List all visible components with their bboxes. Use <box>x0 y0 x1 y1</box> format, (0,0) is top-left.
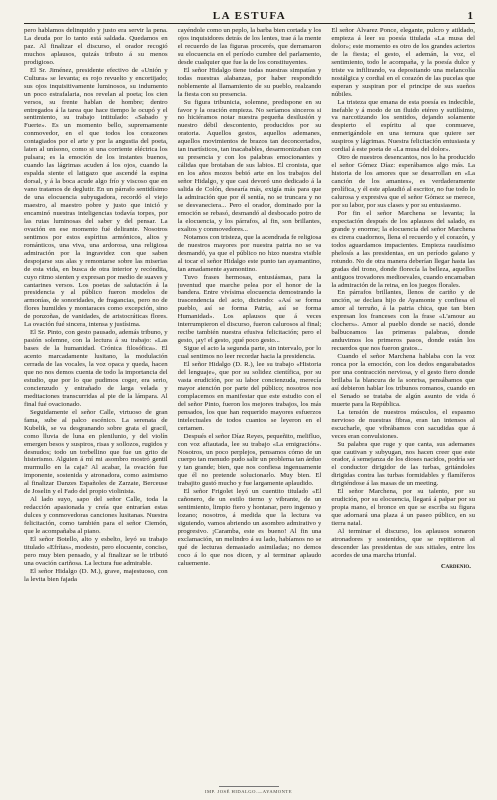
paragraph: El señor Álvarez Ponce, elegante, pulcro y atildado, empieza á leer su poesía titulada «La musa del dolor»; este momento es otro de los grandes aciertos de la fiesta; el gesto, el ademán, la voz, el sentimiento, todo le acompaña, y la poesía dulce y triste va infiltrando, va depositando una melancolía nostálgica y cordial en el corazón de las pucelas que esperan y suspiran por el principe de sus sueños núbiles. <box>331 27 475 98</box>
footer-rule <box>219 786 279 787</box>
paragraph: La tensión de nuestros músculos, el espasmo nervioso de nuestras fibras, eran tan intensos al escucharle, que vibrábamos con sacudidas que á veces eran convulsiones. <box>331 408 475 440</box>
paragraph: En párrafos brillantes, llenos de cariño y de unción, se declara hijo de Ayamonte y confiesa el amor al terruño, á la patria chica, que tan bien expresan los franceses con la frase «L'amour au clochers». Amor al pueblo donde se nació, donde balbuceamos las primeras palabras, donde anduvimos los primeros pasos, donde están los recuerdos que nos fueron gratos... <box>331 289 475 353</box>
article-columns <box>24 27 475 769</box>
author-signature: Cardenio. <box>440 562 471 570</box>
paragraph: Al lado suyo, sapo del señor Calle, toda la redacción apasionada y creía que entrarían estas dulces y conmovedoras canciones lusitanas. Nuestra felicitación, como también para el señor Ciemón, que le acompañaba al piano. <box>24 496 168 536</box>
paragraph: Por fin el señor Marchena se levanta; la expectación después de los aplausos del salado, es grande y enorme; la elocuencia del señor Marchena es cirera cuadornos, llena el recuerdo y el corazón, y todos aguardamos impacientes. Empieza raudísimo phelosís a las presidentas, en un período galano y rotundo. No de otra manera deberían llegar hasta las gradas del trono, donde florecía la belleza, aquellos antiguos trovadores medioevales, cuando encamaban la admiración de la reina, en los juegos florales. <box>331 209 475 289</box>
page-header <box>24 9 475 24</box>
paragraph: Seguidamente el señor Calle, virtuoso de gran fama, sube al palco escénico. La serenata de Kubelik, se va desgranando sobre grata el gracil, como lluvia de luna en plenilunio, y del violín emergen besos y suspiros, risas y sollozos, rugidos y desnudos; todo un torbellino que fue un grito de histerismo. Alguien á mí mi asombro mostró gentil murmullo en la caja? Al acabar, la ovación fue imponente, sostenida y atronadora, como asimismo al finalizar Danzes Españoles de Zarzate, Berceuse de Joselin y el Fado del propio violinista. <box>24 408 168 496</box>
paragraph: El Sr. Pinto, con gesto pausado, además tribuno, y pasión solemne, con la lectura á su trabajo: «Las bases de la humanidad. Crónica filosófica». El acento marcadamente lusitano, la modulación cerrada de las vocales, la voz opaca y queda, hacen que no nos demos cuenta de todo la importancia del estudio, que por lo que pudimos coger, era serio, concienzudo y entrañado de larga velada y meditaciones transcurridas al pie de la lámpara. Al final fué ovacionado. <box>24 329 168 408</box>
paragraph: La tristeza que emana de esta poesía es indecible, inefable y á modo de un fluido etéreo y sutilísimo, va narcotizando los sentidos, dejando solamente despierto el espíritu al que conmueve, enmerigándole en una ternura que quiere ser suspiros y lágrimas. Nuestra felicitación entusiasta y cordial á este poeta de «La musa del dolor». <box>331 98 475 154</box>
paragraph: Su palabra que ruge y que canta, sus ademanes que cautivan y subyugan, nos hacen creer que este orador, á semejanza de los dioses nacidos, podría ser el conductor dirigidor de las turbas, gritándoles dirigidas contra las turbas formidables y flamíferos dirigiéndose á las masas de un meeting. <box>331 440 475 488</box>
paragraph: El señor Marchena, por su talento, por su erudición, por su elocuencia, llegará á palpar por su propia mano, el bronce en que se escriba su figura que adornará una plaza á un paseo público, en su tierra natal. <box>331 488 475 528</box>
printer-imprint: IMP. JOSÉ HIDALGO.—AYAMONTE <box>204 789 293 794</box>
paragraph: Después el señor Díaz Reyes, pequeñito, melifluo, con voz afiautada, lee su trabajo «La emigración». Nosotros, un poco perplejos, pensamos cómo de un cuerpo tan menudo pudo salir un problema tan árduo y tan grande; bien, que nos confiesa ingenuamente que él no pretende solucionarlo. Muy bien. El trabajito gustó mucho y fue largamente aplaudido. <box>177 432 322 488</box>
column-2 <box>178 27 322 769</box>
paragraph: Cuando el señor Marchena hablaba con la voz ronca por la emoción, con los dedos engarabatados por una contracción nerviosa, y el gesto fiero donde brillaba la blancura de la sonrisa, pensábamos que así debieron hablar los tribunos romanos, cuando en el Senado se trataba de algún asunto de vida ó muerte para la República. <box>331 353 475 408</box>
paragraph: El señor Botello, alto y esbelto, leyó su trabajo titulado «Efrítas», modesto, pero elocuente, conciso, pero muy bien pensado, y al finalizar se le tributó una ovación cariñosa. La lectura fue admirable. <box>24 536 168 567</box>
paragraph: El señor Frigolet leyó un cuentito titulado «El cañonero, de un estilo tierno y vibrante, de un sentimiento, limpio fiero y hontanar, pero ingenuo y lozano; nosotros, á medida que la lectura va siguiendo, vamos abriendo un asombro admirativo y progresivo. ¡Caramba, este es bueno! Al fin una exclamación, un melindro á su lado, habíamos no se qué de lecturas demasiado asimiladas; no demos coco á lo que nos dicen, y al terminar aplaudo caluemente. <box>177 488 322 567</box>
paragraph: Su figura tribunicia, solemne, predispone en su favor y la oración empieza. No seríamos sinceros si no hiciéramos notar nuestra pequeña desilusión y nuestro débil descontento, producidos por su oratoria. Aquellos gestos, aquellos ademanes, aquellos movimientos de brazos tan deconcertados, tan inartísticos, tan inacabables, desarmonizaban con su presencia y con los palabras emocionantes y cálidas que brotaban de sus labios. El cronista, que en los años mozos bebió arte en los trabajos del señor Hidalgo, y que casi devoró uno dedicado á la salida de Colón, desearía más, exigía más para que la admiración que por él sentía, no se truncara y no se desvaneciera... Pero el orador, dominado por la emoción se rebasó, desmandó al desbocado potro de la elocuencia, y los párrafos, al fin, son brillantes, exaltos y conmovedores... <box>177 98 322 233</box>
paragraph: Al terminar el discurso, los aplausos sonaron atronadores y sostenidos, que se repitieron al descender las presidentas de sus sitiales, entre los acordes de una marcha triunfal. <box>331 528 475 559</box>
printer-footer <box>0 786 497 794</box>
page-number: 1 <box>467 10 473 22</box>
publication-title: LA ESTUFA <box>212 10 287 22</box>
paragraph: El señor Hidalgo tiene todas nuestras simpatías y todas nuestras alabanzas, por haber respondido noblemente al llamamiento de su pueblo, realzando la fiesta con su presencia. <box>177 66 322 98</box>
paragraph: El señor Hidalgo (D. R.), lee su trabajo «Historia del lenguaje», que por su solidez científica, por su vasta erudición, por su labor concienzuda, merecía mayor atención por parte del público; nosotros nos complacemos en manifestar que este estudio con el del señor Pinto, fueron los mejores trabajos, los más pensados, los que han requerido mayores esfuerzos intelectuales de todos cuantos se leyeron en el certamen. <box>177 361 322 432</box>
column-3 <box>331 27 475 769</box>
paragraph: Otro de nuestros desencantos, nos lo ha producido el señor Gómez Díaz: esperábamos algo más. La historia de los amores que se desarrollan en «La canción de los amantes», es verdaderamente prolífica, y él este aplaudió al escritor, no fue todo lo calurosa y expresiva que el señor Gómez se merece, por su labor, por sus clases y por su entusiasmo. <box>331 154 475 209</box>
paragraph: pero hablamos delinquido y justo era servir la pena. La deuda por lo tanto está saldada. Quedamos en paz. Al finalizar el discurso, el orador recogió muchos aplausos, quizás tributo á su menos prodigioso. <box>24 27 168 66</box>
paragraph: Sigue el acto la segunda parte, sin intervalo, por lo cual sentimos no leer recordar hacia la presidencia. <box>177 345 322 361</box>
paragraph: El señor Hidalgo (D. M.), grave, majestuoso, con la levita bien fajada <box>24 567 168 583</box>
column-1 <box>24 27 168 769</box>
paragraph: Tuvo frases hermosas, entusiásmas, para la juventud que marche pelea por el honor de la bandera. Entre vivísima elocuencia demostrando la trascendencia del acto, diciendo: «Así se forma pueblo, así se forma Patria, así se forma Humanidad». Los aplausos que á veces interrumpieron el discurso, fueron calurosos al final; recibe también nuestra efusiva felicitación; pero el gesto, ¡ay! el gesto, ¡qué poco gesto... <box>177 273 322 345</box>
paragraph: Notamos con tristeza, que la acendrada fe religiosa de nuestros mayores por nuestra patria no se va desmandó, ya que el público no hizo nuestra visible al tocar el señor Hidalgo este punto tan ayamantino, tan amadamente ayamontino. <box>177 233 322 273</box>
paragraph: cayéndole como un peplo, la barba bien cortada y los ojos inquisidores detrás de los lentes, trae á la mente el recuerdo de las figuras procerés, que derramaron su elocuencia en el período cumbre del parlamento, desde cualquier que fue la de los constituyentes. <box>177 27 322 66</box>
paragraph: El Sr. Jiménez, presidente efectivo de «Unión y Cultura» se levanta; es rojo revuelto y encortijado; sus ojos inquisitivamente luminosos, su indumento un poco estrafalaria, nos revelan al poeta; los cien versos, su frente hablan de hombre; dentro entregados á la tarea que hace tiempo le ocupó y el sentimiento, su trabajo intitulado: «Sabado y Fuerte». Es un momento bello, supremamente conmovedor, en el que todos los corazones contagiados por el arte y por la angustia del poeta, laten al unísono, como si una corriente eléctrica los pulsara; es la emoción de los instantes buenos, cuando las lágrimas acuden á los ojos, cuando la espalda siente el latigazo que ascendé la espina dorsal, y á la boca acude algo frío y viscoso que en vano tratamos de deglutir. En un párrafo sentidísimo de una elocuencia subyugadora, recordó el viejo maestro, al maestro pobre y justo que inició y encaminó nuestras inteligencias todavía torpes, por las rutas luminosas del saber y del pensar. La ovación en ese momento fué delirante. Nosotros sentimos por estos espíritus armónicos, altos y románticos, una viva, una ardorosa, una religiosa admiración por la ingravidez con que saben despojarse sus alas y remontarse sobre las miserias de esta vida, en busca de otra interior y recóndita, cuyo ritmo sienten y expresan por medio de suaves y cantarines versos. Los poetas de salutación á la presidencia y al público fueron modelos de armonías, de sonoridades, de fragancias, pero no de flores humildes y montaraces como excepción, sino de ponzoñas, de vanidades, de aristocráticas flores. La ovación fué sincera, intensa y justísima. <box>24 66 168 329</box>
